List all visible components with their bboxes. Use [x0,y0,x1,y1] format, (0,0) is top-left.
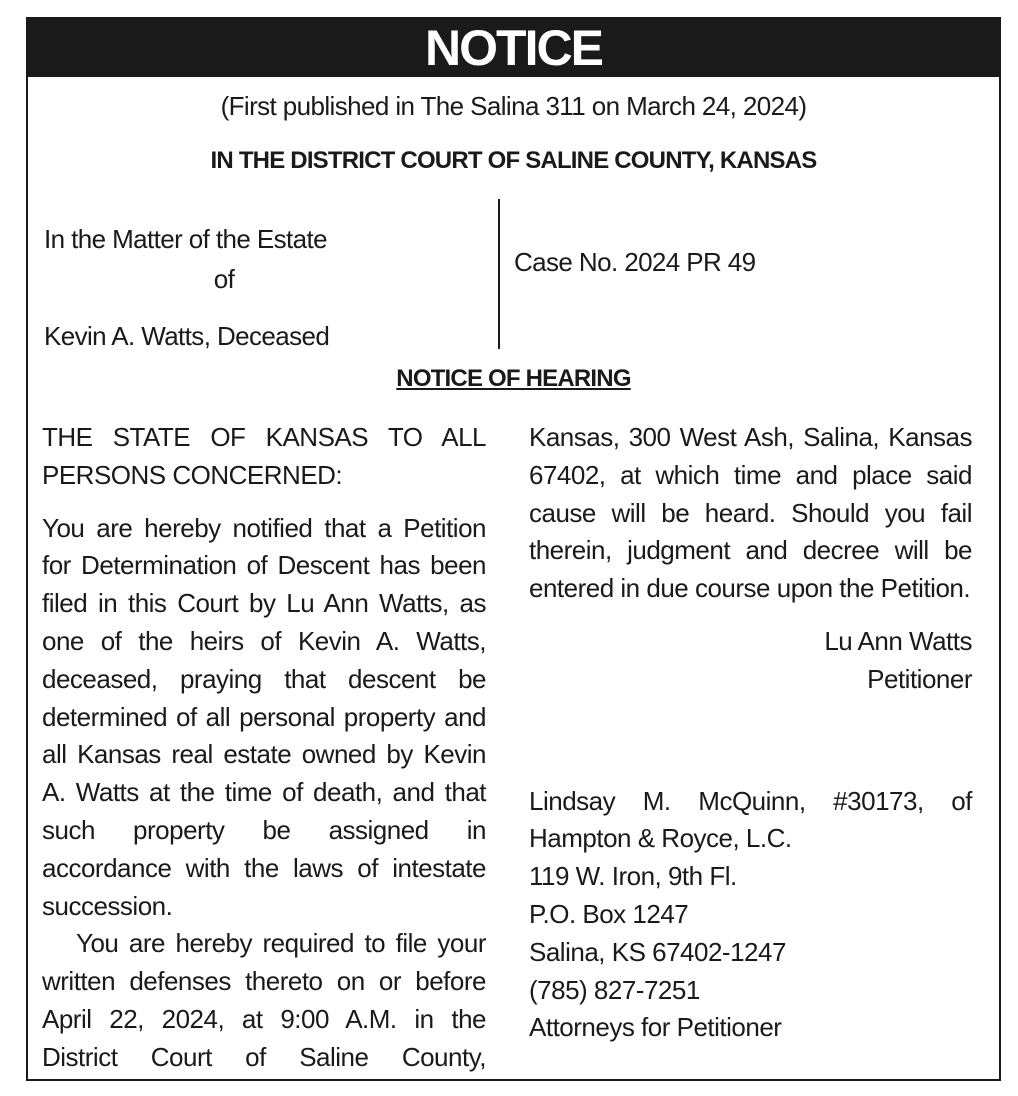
legal-notice [26,17,1001,1081]
paragraph-defenses-part1: You are hereby required to file your written defenses thereto on or before April 22, 2024, at 9:00 A.M. in the District Court of Saline County, [42,928,486,1072]
case-number: Case No. 2024 PR 49 [514,247,756,277]
estate-matter-line3: Kevin A. Watts, Deceased [44,321,330,351]
attorney-po-box: P.O. Box 1247 [529,898,689,929]
notice-heading: NOTICE OF HEARING [396,365,631,392]
court-name: IN THE DISTRICT COURT OF SALINE COUNTY, KANSAS [210,147,817,174]
petitioner-role: Petitioner [867,663,972,694]
estate-matter-line1: In the Matter of the Estate [44,224,327,254]
salutation: THE STATE OF KANSAS TO ALL PERSONS CONCERNED: [42,422,486,490]
attorney-block [529,783,972,1048]
attorney-city: Salina, KS 67402-1247 [529,936,786,967]
left-column [42,419,486,1077]
notice-banner: NOTICE [28,19,999,77]
publication-line: (First published in The Salina 311 on March 24, 2024) [220,91,807,121]
attorney-line1: Lindsay M. McQuinn, #30173, of [529,785,972,816]
paragraph-petition: You are hereby notified that a Petition for Determination of Descent has been filed in this Court by Lu Ann Watts, as one of the heirs of Kevin A. Watts, deceased, praying that descent be determined of all personal property and all Kansas real estate owned by Kevin A. Watts at the time of death, and that such property be assigned in accordance with the laws of intestate succession. [42,512,486,921]
attorney-phone: (785) 827-7251 [529,974,700,1005]
petitioner-name: Lu Ann Watts [824,625,972,656]
right-column [529,419,972,1047]
signature-block [529,623,972,699]
attorney-street: 119 W. Iron, 9th Fl. [529,861,737,892]
paragraph-defenses-part2: Kansas, 300 West Ash, Salina, Kansas 67402, at which time and place said cause will be heard. Should you fail therein, judgment and decree will be entered in due course upon the Petition. [529,422,972,604]
attorney-firm: Hampton & Royce, L.C. [529,823,792,854]
caption-divider [498,199,500,349]
attorney-role: Attorneys for Petitioner [529,1012,782,1043]
estate-matter-line2: of [213,264,235,294]
